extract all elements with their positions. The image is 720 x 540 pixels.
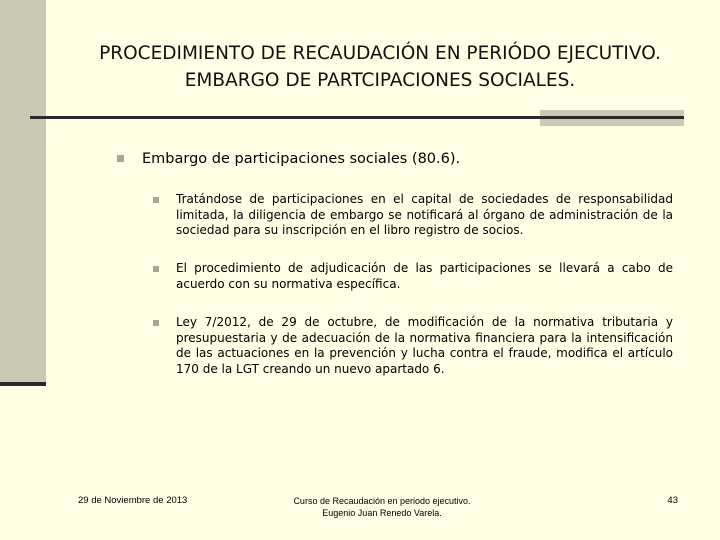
square-bullet-icon — [153, 320, 159, 326]
square-bullet-icon — [153, 266, 159, 272]
footer-date: 29 de Noviembre de 2013 — [78, 495, 188, 506]
side-accent-bar — [0, 0, 46, 382]
footer-course-line-2: Eugenio Juan Renedo Varela. — [322, 508, 442, 518]
footer-course — [262, 495, 502, 519]
page-number: 43 — [667, 495, 678, 506]
side-accent-bar-edge — [0, 382, 46, 386]
list-item: Tratándose de participaciones en el capital de sociedades de responsabilidad limitada, la diligencia de embargo se notificará al órgano de administración de la sociedad para su inscripción en el libro registro de socios. — [176, 192, 673, 237]
footer-course-line-1: Curso de Recaudación en periodo ejecutivo. — [293, 496, 471, 506]
slide-title — [60, 40, 700, 94]
list-item: Ley 7/2012, de 29 de octubre, de modificación de la normativa tributaria y presupuestaria y de adecuación de la normativa financiera para la intensificación de las actuaciones en la prevención y lucha contra el fraude, modifica el artículo 170 de la LGT creando un nuevo apartado 6. — [176, 315, 673, 376]
square-bullet-icon — [153, 197, 159, 203]
title-rule — [30, 116, 684, 119]
heading-bullet: Embargo de participaciones sociales (80.6). — [142, 151, 461, 167]
square-bullet-icon — [117, 155, 124, 162]
slide-title-line-2: EMBARGO DE PARTCIPACIONES SOCIALES. — [184, 70, 576, 91]
slide-title-line-1: PROCEDIMIENTO DE RECAUDACIÓN EN PERIÓDO EJECUTIVO. — [99, 43, 661, 64]
list-item: El procedimiento de adjudicación de las participaciones se llevará a cabo de acuerdo con su normativa específica. — [176, 261, 673, 291]
